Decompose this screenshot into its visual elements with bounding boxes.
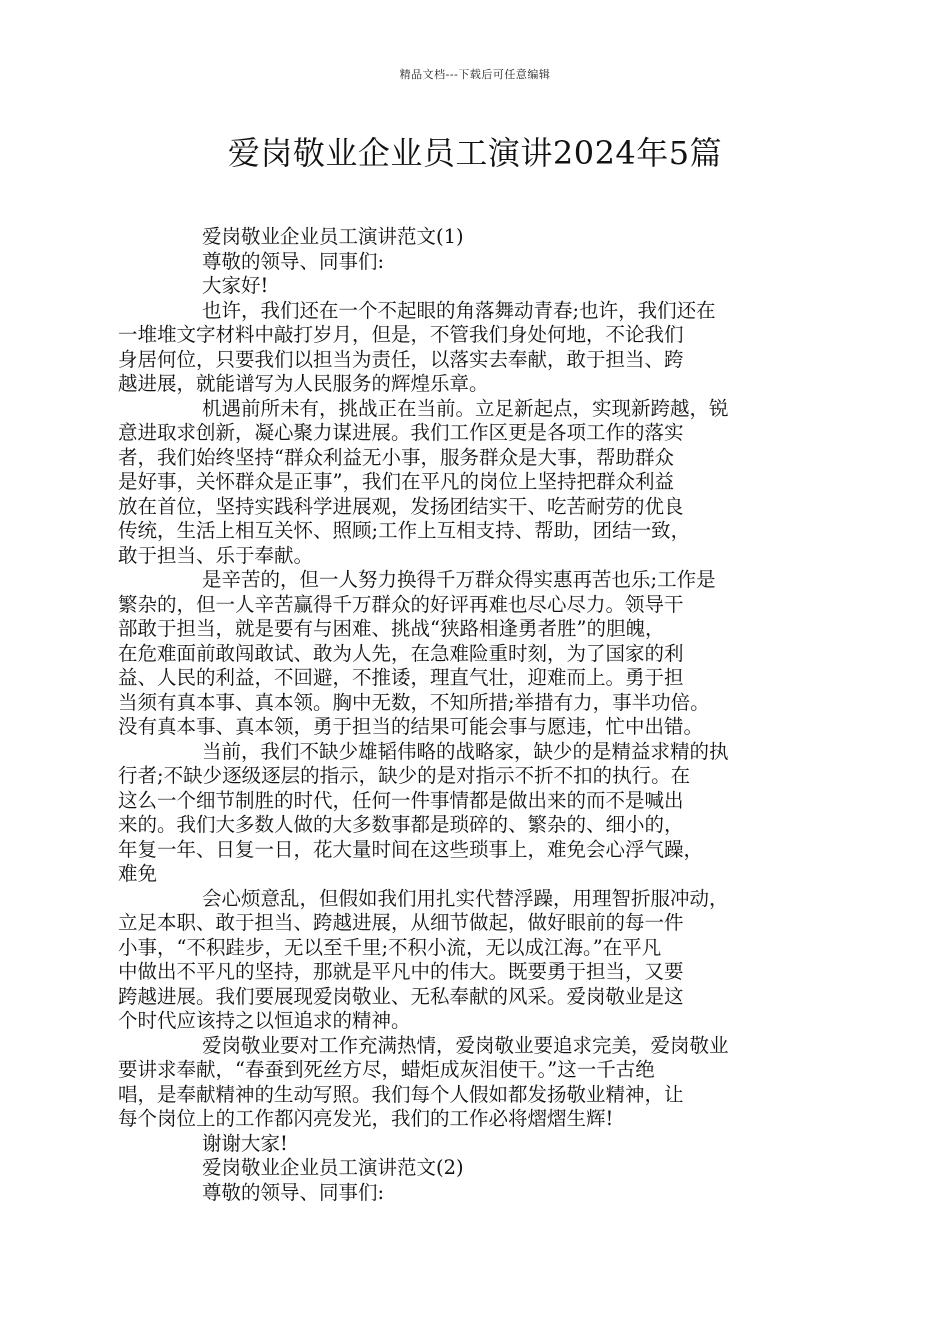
text-line: 大家好! [202, 274, 269, 297]
text-line: 没有真本事、真本领，勇于担当的结果可能会事与愿违，忙中出错。 [118, 715, 704, 738]
text-line: 行者;不缺少逐级逐层的指示，缺少的是对指示不折不扣的执行。在 [118, 764, 691, 787]
text-line: 是辛苦的，但一人努力换得千万群众得实惠再苦也乐;工作是 [202, 568, 716, 591]
text-line: 跨越进展。我们要展现爱岗敬业、无私奉献的风采。爱岗敬业是这 [118, 984, 684, 1008]
text-line: 会心烦意乱，但假如我们用扎实代替浮躁，用理智折服冲动， [202, 886, 729, 910]
text-line: 唱，是奉献精神的生动写照。我们每个人假如都发扬敬业精神，让 [118, 1082, 684, 1106]
text-line: 意进取求创新，凝心聚力谋进展。我们工作区更是各项工作的落实 [118, 421, 684, 444]
text-line: 谢谢大家! [202, 1131, 288, 1155]
text-line: 来的。我们大多数人做的大多数事都是琐碎的、繁杂的、细小的， [118, 813, 684, 836]
text-line: 益、人民的利益，不回避，不推诿，理直气壮，迎难而上。勇于担 [118, 666, 684, 689]
text-line: 传统，生活上相互关怀、照顾;工作上互相支持、帮助，团结一致， [118, 519, 691, 542]
text-line: 爱岗敬业企业员工演讲范文(2) [202, 1156, 464, 1179]
text-line: 每个岗位上的工作都闪亮发光，我们的工作必将熠熠生辉! [118, 1107, 614, 1130]
document-title: 爱岗敬业企业员工演讲2024年5篇 [227, 134, 723, 172]
text-line: 当前，我们不缺少雄韬伟略的战略家，缺少的是精益求精的执 [202, 739, 729, 763]
text-line: 是好事，关怀群众是正事”，我们在平凡的岗位上坚持把群众利益 [118, 470, 674, 493]
header-note: 精品文档---下载后可任意编辑 [399, 68, 551, 81]
text-line: 放在首位，坚持实践科学进展观，发扬团结实干、吃苦耐劳的优良 [118, 494, 684, 518]
text-line: 敢于担当、乐于奉献。 [118, 543, 314, 567]
text-line: 者，我们始终坚持“群众利益无小事，服务群众是大事，帮助群众 [118, 445, 674, 469]
text-line: 年复一年、日复一日，花大量时间在这些琐事上，难免会心浮气躁， [118, 837, 704, 861]
text-line: 立足本职、敢于担当、跨越进展，从细节做起，做好眼前的每一件 [118, 911, 684, 934]
text-line: 机遇前所未有，挑战正在当前。立足新起点，实现新跨越，锐 [202, 396, 729, 420]
text-line: 小事，“不积跬步，无以至千里;不积小流，无以成江海。”在平凡 [118, 935, 662, 959]
text-line: 当须有真本事、真本领。胸中无数，不知所措;举措有力，事半功倍。 [118, 690, 710, 714]
text-line: 中做出不平凡的坚持，那就是平凡中的伟大。既要勇于担当，又要 [118, 960, 684, 983]
text-line: 一堆堆文字材料中敲打岁月，但是，不管我们身处何地，不论我们 [118, 323, 684, 346]
text-line: 尊敬的领导、同事们: [202, 249, 385, 273]
text-line: 个时代应该持之以恒追求的精神。 [118, 1009, 411, 1032]
text-line: 身居何位，只要我们以担当为责任，以落实去奉献，敢于担当、跨 [118, 347, 684, 371]
text-line: 在危难面前敢闯敢试、敢为人先，在急难险重时刻，为了国家的利 [118, 641, 684, 665]
text-line: 尊敬的领导、同事们: [202, 1180, 385, 1204]
text-line: 这么一个细节制胜的时代，任何一件事情都是做出来的而不是喊出 [118, 788, 684, 812]
text-line: 难免 [118, 862, 158, 885]
text-line: 爱岗敬业企业员工演讲范文(1) [202, 225, 464, 248]
text-line: 繁杂的，但一人辛苦赢得千万群众的好评再难也尽心尽力。领导干 [118, 592, 684, 616]
text-line: 爱岗敬业要对工作充满热情，爱岗敬业要追求完美，爱岗敬业 [202, 1033, 729, 1057]
text-line: 要讲求奉献，“春蚕到死丝方尽，蜡炬成灰泪使干。”这一千古绝 [118, 1058, 655, 1081]
text-line: 部敢于担当，就是要有与困难、挑战“狭路相逢勇者胜”的胆魄， [118, 617, 665, 640]
document-body [118, 225, 830, 1205]
text-line: 越进展，就能谱写为人民服务的辉煌乐章。 [118, 372, 489, 395]
text-line: 也许，我们还在一个不起眼的角落舞动青春;也许，我们还在 [202, 298, 716, 322]
